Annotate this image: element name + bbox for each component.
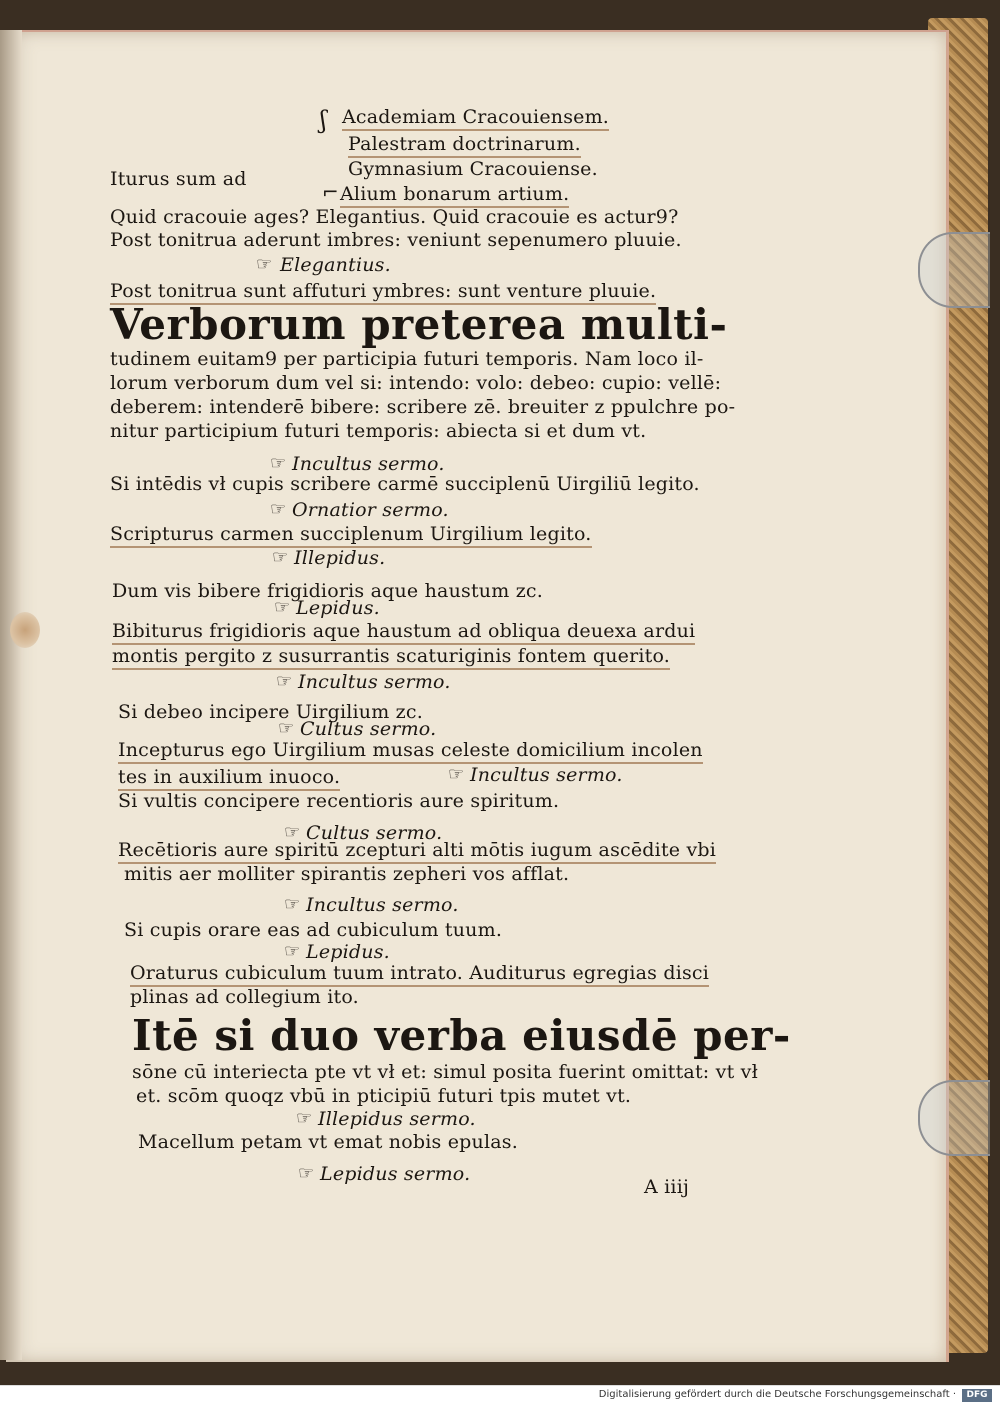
- text-line: Si vultis concipere recentioris aure spiritum.: [118, 790, 560, 812]
- text-line: mitis aer molliter spirantis zepheri vos afflat.: [124, 863, 570, 885]
- text-line: Illepidus sermo.: [318, 1108, 476, 1130]
- pointing-hand-icon: ☞: [278, 718, 295, 739]
- text-line: Elegantius.: [280, 254, 391, 276]
- funding-notice: Digitalisierung gefördert durch die Deutsche Forschungsgemeinschaft ·: [598, 1389, 956, 1400]
- pointing-hand-icon: ☞: [274, 597, 291, 618]
- text-line: Iturus sum ad: [110, 168, 247, 190]
- pointing-hand-icon: ☞: [284, 941, 301, 962]
- pointing-hand-icon: ☞: [284, 822, 301, 843]
- text-line: Illepidus.: [294, 547, 386, 569]
- pointing-hand-icon: ☞: [270, 499, 287, 520]
- text-line: Quid cracouie ages? Elegantius. Quid cracouie es actur9?: [110, 206, 679, 228]
- text-line: Lepidus.: [306, 941, 390, 963]
- text-line: Incultus sermo.: [298, 671, 451, 693]
- pointing-hand-icon: ☞: [270, 453, 287, 474]
- text-line: Scripturus carmen succiplenum Uirgilium legito.: [110, 523, 592, 548]
- text-line: et. scōm quoqz vbū in pticipiū futuri tpis mutet vt.: [136, 1085, 632, 1107]
- page-clip-top: [918, 232, 990, 308]
- section-heading: Itē si duo verba eiusdē per-: [132, 1011, 791, 1060]
- text-line: Incultus sermo.: [470, 764, 623, 786]
- text-line: Ornatior sermo.: [292, 499, 449, 521]
- text-line: deberem: intenderē bibere: scribere zē. breuiter z ppulchre po-: [110, 396, 736, 418]
- signature-mark: A iiij: [644, 1176, 690, 1198]
- page-clip-bottom: [918, 1080, 990, 1156]
- text-line: Post tonitrua sunt affuturi ymbres: sunt venture pluuie.: [110, 280, 656, 305]
- text-line: Oraturus cubiculum tuum intrato. Auditurus egregias disci: [130, 962, 709, 987]
- text-line: Incepturus ego Uirgilium musas celeste domicilium incolen: [118, 739, 703, 764]
- text-line: Alium bonarum artium.: [340, 183, 569, 208]
- pointing-hand-icon: ☞: [448, 764, 465, 785]
- text-line: Macellum petam vt emat nobis epulas.: [138, 1131, 518, 1153]
- brace-open-icon: ʃ: [320, 106, 327, 134]
- text-line: nitur participium futuri temporis: abiecta si et dum vt.: [110, 420, 647, 442]
- text-line: Si cupis orare eas ad cubiculum tuum.: [124, 919, 503, 941]
- page-gutter: [0, 30, 22, 1360]
- text-line: Incultus sermo.: [306, 894, 459, 916]
- text-line: Si debeo incipere Uirgilium zc.: [118, 701, 423, 723]
- text-line: Bibiturus frigidioris aque haustum ad obliqua deuexa ardui: [112, 620, 695, 645]
- pointing-hand-icon: ☞: [298, 1163, 315, 1184]
- text-line: tudinem euitam9 per participia futuri temporis. Nam loco il-: [110, 348, 704, 370]
- pointing-hand-icon: ☞: [256, 254, 273, 275]
- section-heading: Verborum preterea multi-: [110, 300, 728, 349]
- pointing-hand-icon: ☞: [284, 894, 301, 915]
- text-line: tes in auxilium inuoco.: [118, 766, 340, 791]
- text-line: Recētioris aure spiritū zcepturi alti mōtis iugum ascēdite vbi: [118, 839, 716, 864]
- text-line: Cultus sermo.: [300, 718, 437, 740]
- text-line: sōne cū interiecta pte vt vł et: simul posita fuerint omittat: vt vł: [132, 1061, 758, 1083]
- text-line: Post tonitrua aderunt imbres: veniunt sepenumero pluuie.: [110, 229, 682, 251]
- text-line: plinas ad collegium ito.: [130, 986, 359, 1008]
- brace-close-icon: ⌐: [322, 180, 339, 204]
- paper-stain: [10, 612, 40, 648]
- footer-bar: [0, 1385, 1000, 1406]
- text-line: Cultus sermo.: [306, 822, 443, 844]
- pointing-hand-icon: ☞: [272, 547, 289, 568]
- text-line: Si intēdis vł cupis scribere carmē succiplenū Uirgiliū legito.: [110, 473, 700, 495]
- pointing-hand-icon: ☞: [296, 1108, 313, 1129]
- text-line: Lepidus sermo.: [320, 1163, 471, 1185]
- text-line: Lepidus.: [296, 597, 380, 619]
- text-line: Incultus sermo.: [292, 453, 445, 475]
- dfg-logo: DFG: [962, 1389, 992, 1402]
- pointing-hand-icon: ☞: [276, 671, 293, 692]
- text-line: Palestram doctrinarum.: [348, 133, 581, 158]
- text-line: Academiam Cracouiensem.: [342, 106, 609, 131]
- text-line: Gymnasium Cracouiense.: [348, 158, 598, 180]
- text-line: montis pergito z susurrantis scaturiginis fontem querito.: [112, 645, 670, 670]
- text-line: lorum verborum dum vel si: intendo: volo: debeo: cupio: vellē:: [110, 372, 722, 394]
- text-line: Dum vis bibere frigidioris aque haustum zc.: [112, 580, 543, 602]
